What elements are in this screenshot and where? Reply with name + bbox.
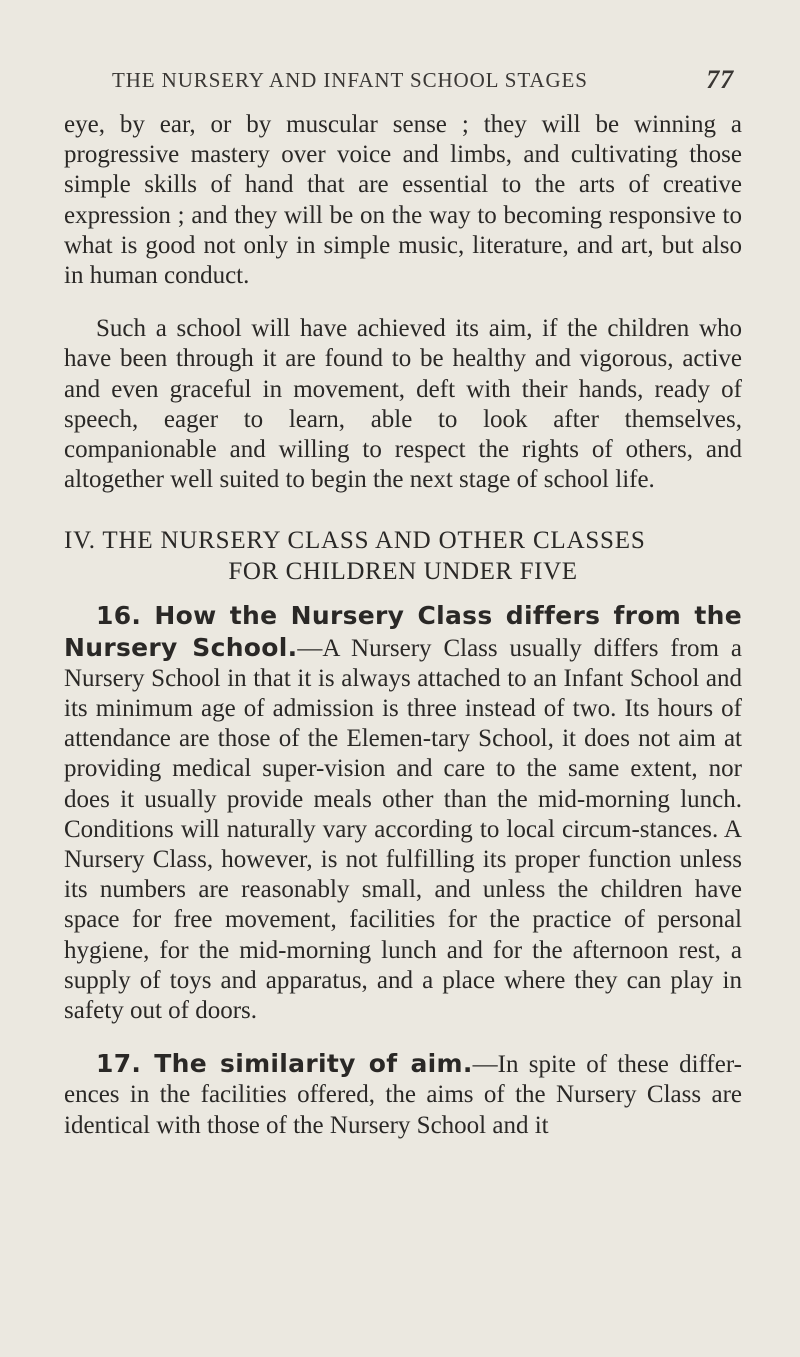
section-heading-line-1: IV. THE NURSERY CLASS AND OTHER CLASSES	[64, 527, 646, 555]
paragraph-16-text: —A Nursery Class usually differs from a Nursery School in that it is always attached to an Infant School and its minimum age of admission is three instead of two. Its hours of attendance are those of the Elemen-tary School, it does not aim at providing medical super-vision and care to the same extent, nor does it usually provide meals other than the mid-morning lunch. Conditions will naturally vary according to local circum-stances. A Nursery Class, however, is not fulfilling its proper function unless its numbers are reasonably small, and unless the children have space for free movement, facilities for the practice of personal hygiene, for the mid-morning lunch and for the afternoon rest, a supply of toys and apparatus, and a place where they can play in safety out of doors.	[64, 634, 742, 1025]
paragraph-17-text: —In spite of these differ-ences in the facilities offered, the aims of the Nursery Class are identical with those of the Nursery School and it	[64, 1051, 742, 1139]
page-number: 77	[706, 65, 734, 94]
paragraph-continuation: eye, by ear, or by muscular sense ; they will be winning a progressive mastery over voice and limbs, and cultivating those simple skills of hand that are essential to the arts of creative expression ; and they will be on the way to becoming responsive to what is good not only in simple music, literature, and art, but also in human conduct.	[64, 111, 742, 290]
section-heading-line-2: FOR CHILDREN UNDER FIVE	[228, 558, 578, 586]
numbered-paragraph-16	[64, 601, 742, 1026]
paragraph-spacer	[64, 291, 742, 314]
section-heading	[64, 525, 742, 587]
paragraph-16-heading: 16. How the Nursery Class differs from the Nursery School.	[64, 601, 742, 662]
body-text	[64, 110, 742, 1141]
paragraph-17-heading: 17. The similarity of aim.	[96, 1049, 473, 1079]
paragraph-school-aim: Such a school will have achieved its aim, if the children who have been through it are found to be healthy and vigorous, active and even graceful in movement, deft with their hands, ready of speech, eager to learn, able to look after themselves, companionable and willing to respect the rights of others, and altogether well suited to begin the next stage of school life.	[64, 315, 742, 494]
running-head-title: THE NURSERY AND INFANT SCHOOL STAGES	[112, 68, 588, 92]
numbered-paragraph-17	[64, 1049, 742, 1141]
running-head	[112, 65, 740, 94]
paragraph-spacer	[64, 1026, 742, 1049]
